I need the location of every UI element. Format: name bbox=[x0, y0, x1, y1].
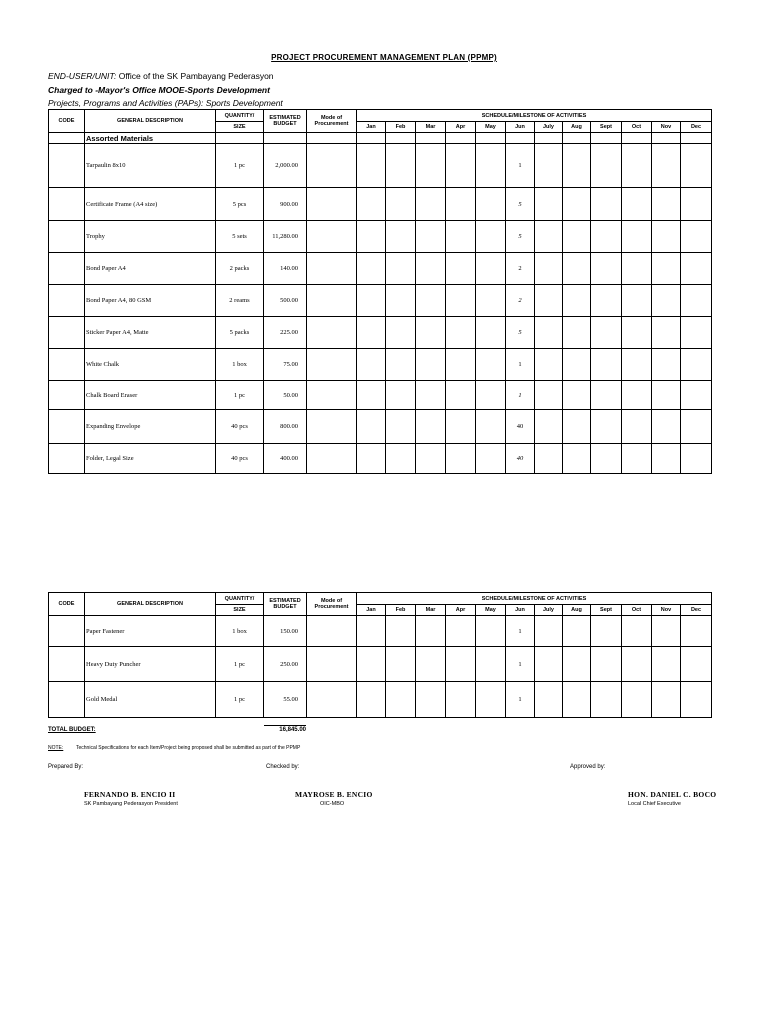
month-nov: Nov bbox=[652, 605, 681, 616]
item-description: Trophy bbox=[85, 221, 216, 253]
table-row bbox=[49, 188, 712, 221]
table-row bbox=[49, 253, 712, 285]
item-description: Gold Medal bbox=[85, 682, 216, 718]
col-estimated-budget: ESTIMATED BUDGET bbox=[264, 110, 307, 133]
col-general-description: GENERAL DESCRIPTION bbox=[85, 110, 216, 133]
checked-by-name: MAYROSE B. ENCIO bbox=[295, 790, 373, 799]
month-apr: Apr bbox=[446, 122, 476, 133]
month-dec: Dec bbox=[681, 122, 712, 133]
document-title: PROJECT PROCUREMENT MANAGEMENT PLAN (PPMP) bbox=[271, 53, 497, 62]
month-july: July bbox=[535, 605, 563, 616]
item-quantity: 5 packs bbox=[216, 317, 264, 349]
item-description: Chalk Board Eraser bbox=[85, 381, 216, 410]
item-quantity: 1 box bbox=[216, 616, 264, 647]
col-schedule: SCHEDULE/MILESTONE OF ACTIVITIES bbox=[357, 593, 712, 605]
month-feb: Feb bbox=[386, 122, 416, 133]
month-apr: Apr bbox=[446, 605, 476, 616]
ppmp-table-2 bbox=[48, 592, 712, 718]
item-schedule-jun: 2 bbox=[506, 285, 535, 317]
item-schedule-jun: 1 bbox=[506, 349, 535, 381]
table-row bbox=[49, 444, 712, 474]
month-july: July bbox=[535, 122, 563, 133]
item-budget: 50.00 bbox=[264, 381, 307, 410]
table-row bbox=[49, 221, 712, 253]
approved-by-label: Approved by: bbox=[570, 764, 606, 770]
col-schedule: SCHEDULE/MILESTONE OF ACTIVITIES bbox=[357, 110, 712, 122]
item-description: Bond Paper A4 bbox=[85, 253, 216, 285]
month-may: May bbox=[476, 605, 506, 616]
item-quantity: 2 reams bbox=[216, 285, 264, 317]
col-general-description: GENERAL DESCRIPTION bbox=[85, 593, 216, 616]
col-mode-of-procurement: Mode of Procurement bbox=[307, 110, 357, 133]
col-quantity: QUANTITY/ bbox=[216, 110, 264, 122]
total-budget-label: TOTAL BUDGET: bbox=[48, 727, 96, 733]
table-row bbox=[49, 317, 712, 349]
prepared-by-name: FERNANDO B. ENCIO II bbox=[84, 790, 176, 799]
table-row bbox=[49, 647, 712, 682]
note-text: Technical Specifications for each Item/Project being proposed shall be submitted as part of the PPMP bbox=[76, 745, 301, 751]
item-quantity: 5 sets bbox=[216, 221, 264, 253]
item-budget: 400.00 bbox=[264, 444, 307, 474]
prepared-by-label: Prepared By: bbox=[48, 764, 84, 770]
end-user-label: END-USER/UNIT: bbox=[48, 71, 117, 81]
month-sept: Sept bbox=[591, 122, 622, 133]
table-row bbox=[49, 410, 712, 444]
item-schedule-jun: 1 bbox=[506, 381, 535, 410]
item-schedule-jun: 1 bbox=[506, 647, 535, 682]
month-dec: Dec bbox=[681, 605, 712, 616]
ppmp-table-1 bbox=[48, 109, 712, 474]
item-schedule-jun: 5 bbox=[506, 221, 535, 253]
col-estimated-budget: ESTIMATED BUDGET bbox=[264, 593, 307, 616]
item-schedule-jun: 40 bbox=[506, 410, 535, 444]
item-budget: 500.00 bbox=[264, 285, 307, 317]
col-code: CODE bbox=[49, 110, 85, 133]
month-mar: Mar bbox=[416, 605, 446, 616]
col-mode-of-procurement: Mode of Procurement bbox=[307, 593, 357, 616]
month-jan: Jan bbox=[357, 122, 386, 133]
item-quantity: 1 pc bbox=[216, 682, 264, 718]
item-schedule-jun: 1 bbox=[506, 144, 535, 188]
item-budget: 11,280.00 bbox=[264, 221, 307, 253]
month-jun: Jun bbox=[506, 605, 535, 616]
month-aug: Aug bbox=[563, 122, 591, 133]
month-oct: Oct bbox=[622, 122, 652, 133]
month-jan: Jan bbox=[357, 605, 386, 616]
month-sept: Sept bbox=[591, 605, 622, 616]
approved-by-name: HON. DANIEL C. BOCO bbox=[628, 790, 717, 799]
table-row bbox=[49, 349, 712, 381]
item-budget: 55.00 bbox=[264, 682, 307, 718]
table-row bbox=[49, 285, 712, 317]
item-description: White Chalk bbox=[85, 349, 216, 381]
section-title: Assorted Materials bbox=[85, 133, 216, 144]
item-description: Tarpaulin 8x10 bbox=[85, 144, 216, 188]
item-quantity: 5 pcs bbox=[216, 188, 264, 221]
item-budget: 140.00 bbox=[264, 253, 307, 285]
item-budget: 250.00 bbox=[264, 647, 307, 682]
item-description: Bond Paper A4, 80 GSM bbox=[85, 285, 216, 317]
approved-by-position: Local Chief Executive bbox=[628, 801, 681, 807]
end-user-value: Office of the SK Pambayang Pederasyon bbox=[118, 71, 274, 81]
col-size: SIZE bbox=[216, 605, 264, 616]
item-quantity: 1 pc bbox=[216, 381, 264, 410]
prepared-by-position: SK Pambayang Pederasyon President bbox=[84, 801, 178, 807]
month-aug: Aug bbox=[563, 605, 591, 616]
table-row bbox=[49, 682, 712, 718]
checked-by-label: Checked by: bbox=[266, 764, 300, 770]
month-feb: Feb bbox=[386, 605, 416, 616]
note-label: NOTE: bbox=[48, 745, 64, 751]
item-quantity: 1 box bbox=[216, 349, 264, 381]
col-code: CODE bbox=[49, 593, 85, 616]
month-oct: Oct bbox=[622, 605, 652, 616]
col-size: SIZE bbox=[216, 122, 264, 133]
paps-line: Projects, Programs and Activities (PAPs): Sports Development bbox=[48, 98, 283, 108]
item-budget: 2,000.00 bbox=[264, 144, 307, 188]
item-quantity: 40 pcs bbox=[216, 410, 264, 444]
item-quantity: 1 pc bbox=[216, 144, 264, 188]
month-mar: Mar bbox=[416, 122, 446, 133]
item-budget: 800.00 bbox=[264, 410, 307, 444]
item-quantity: 2 packs bbox=[216, 253, 264, 285]
item-budget: 900.00 bbox=[264, 188, 307, 221]
item-budget: 75.00 bbox=[264, 349, 307, 381]
item-description: Folder, Legal Size bbox=[85, 444, 216, 474]
item-description: Certificate Frame (A4 size) bbox=[85, 188, 216, 221]
item-budget: 150.00 bbox=[264, 616, 307, 647]
item-schedule-jun: 1 bbox=[506, 616, 535, 647]
item-description: Sticker Paper A4, Matte bbox=[85, 317, 216, 349]
col-quantity: QUANTITY/ bbox=[216, 593, 264, 605]
month-jun: Jun bbox=[506, 122, 535, 133]
month-may: May bbox=[476, 122, 506, 133]
checked-by-position: OIC-MBO bbox=[320, 801, 345, 807]
item-description: Paper Fastener bbox=[85, 616, 216, 647]
item-schedule-jun: 5 bbox=[506, 188, 535, 221]
end-user-line bbox=[48, 71, 274, 81]
total-budget-value: 16,845.00 bbox=[264, 725, 306, 733]
table-row bbox=[49, 616, 712, 647]
table-row bbox=[49, 381, 712, 410]
item-description: Heavy Duty Puncher bbox=[85, 647, 216, 682]
item-budget: 225.00 bbox=[264, 317, 307, 349]
item-description: Expanding Envelope bbox=[85, 410, 216, 444]
item-schedule-jun: 40 bbox=[506, 444, 535, 474]
table-row bbox=[49, 144, 712, 188]
charged-to-line: Charged to -Mayor's Office MOOE-Sports Development bbox=[48, 85, 270, 95]
item-schedule-jun: 5 bbox=[506, 317, 535, 349]
item-schedule-jun: 2 bbox=[506, 253, 535, 285]
item-quantity: 1 pc bbox=[216, 647, 264, 682]
item-quantity: 40 pcs bbox=[216, 444, 264, 474]
month-nov: Nov bbox=[652, 122, 681, 133]
item-schedule-jun: 1 bbox=[506, 682, 535, 718]
